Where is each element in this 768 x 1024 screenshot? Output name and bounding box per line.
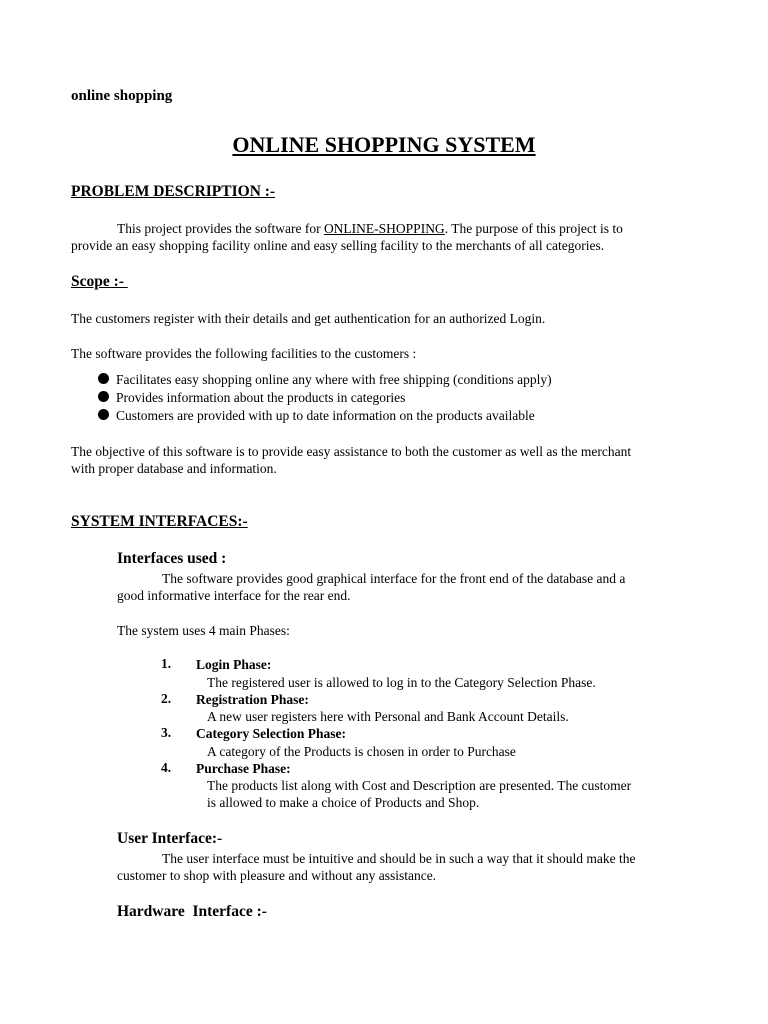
interfaces-used-line1: The software provides good graphical interface for the front end of the database and a [162,571,626,586]
phase-number: 3. [161,725,172,740]
scope-heading: Scope :- [71,273,128,290]
phase-title: Purchase Phase: [196,761,291,776]
user-interface-heading: User Interface:- [117,830,223,847]
phase-description: A category of the Products is chosen in order to Purchase [207,744,516,759]
phases-intro: The system uses 4 main Phases: [117,623,290,638]
phase-description: A new user registers here with Personal and Bank Account Details. [207,709,569,724]
bullet-item: Provides information about the products in categories [116,390,406,405]
user-interface-line2: customer to shop with pleasure and without any assistance. [117,868,437,883]
objective-line2: with proper database and information. [71,461,277,476]
scope-line2: The software provides the following facilities to the customers : [71,346,417,361]
online-shopping-term: ONLINE-SHOPPING [323,221,445,236]
bullet-dot [98,373,109,384]
bullet-dot [98,391,109,402]
phase-number: 1. [161,656,172,671]
phase-description: The registered user is allowed to log in to the Category Selection Phase. [207,675,596,690]
phase-title: Category Selection Phase: [196,726,346,741]
phase-title: Registration Phase: [196,692,309,707]
problem-text-post: . The purpose of this project is to [444,221,623,236]
user-interface-line1: The user interface must be intuitive and should be in such a way that it should make the [162,851,636,866]
scope-line1: The customers register with their details and get authentication for an authorized Login. [71,311,546,326]
bullet-dot [98,409,109,420]
phase-number: 4. [161,760,172,775]
bullet-item: Facilitates easy shopping online any where with free shipping (conditions apply) [116,372,552,387]
header-tag: online shopping [71,88,173,104]
problem-paragraph-line2: provide an easy shopping facility online and easy selling facility to the merchants of all categories. [71,238,605,253]
phase-number: 2. [161,691,172,706]
objective-line1: The objective of this software is to provide easy assistance to both the customer as well as the merchant [71,444,632,459]
problem-paragraph-line1 [117,220,623,237]
phase-description: is allowed to make a choice of Products and Shop. [207,795,480,810]
interfaces-used-heading: Interfaces used : [117,550,227,567]
document-title: ONLINE SHOPPING SYSTEM [232,132,536,157]
bullet-item: Customers are provided with up to date information on the products available [116,408,535,423]
interfaces-used-line2: good informative interface for the rear end. [117,588,351,603]
phase-title: Login Phase: [196,657,272,672]
system-interfaces-heading: SYSTEM INTERFACES:- [71,513,248,530]
problem-heading: PROBLEM DESCRIPTION :- [71,183,276,200]
problem-text-pre: This project provides the software for [117,221,324,236]
phase-description: The products list along with Cost and Description are presented. The customer [207,778,632,793]
hardware-interface-heading: Hardware Interface :- [117,903,267,920]
